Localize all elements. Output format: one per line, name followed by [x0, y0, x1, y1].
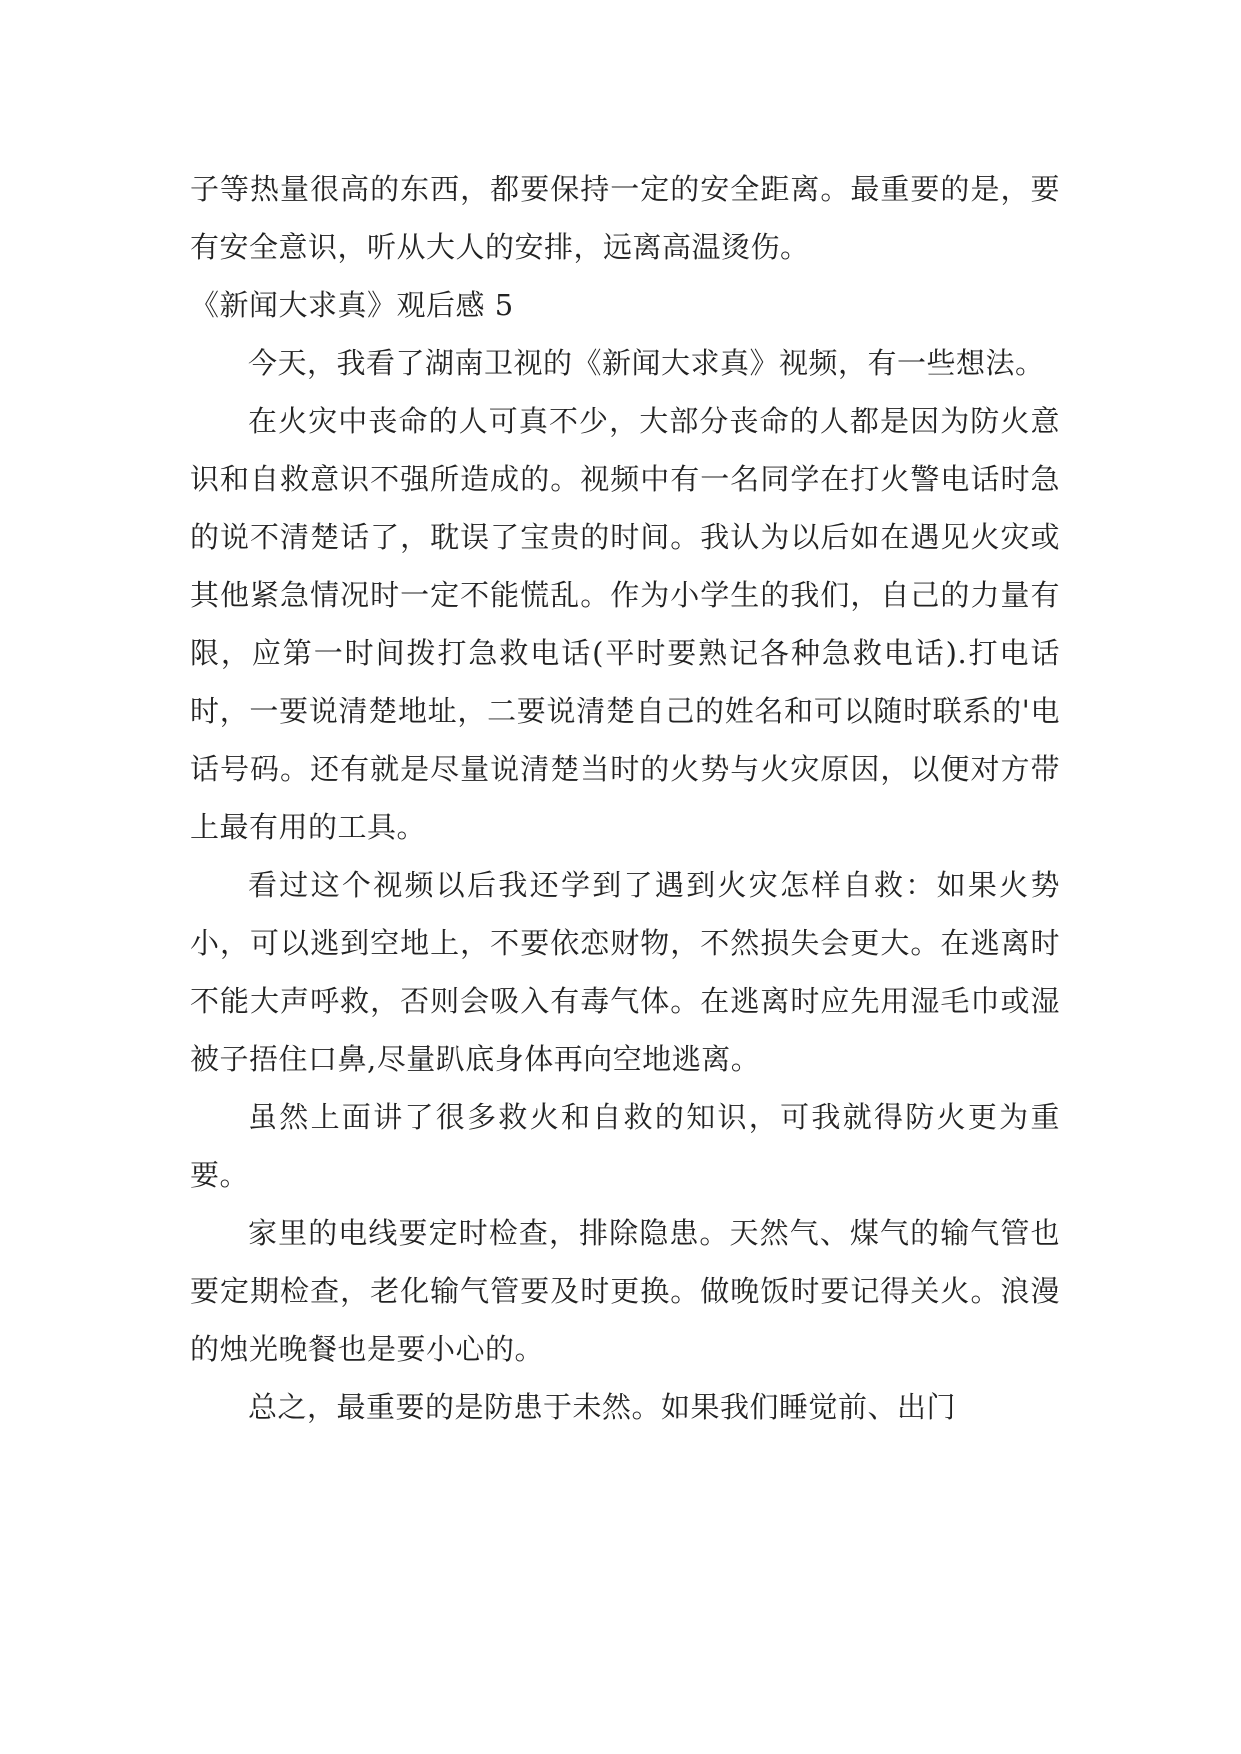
- lead-paragraph: 子等热量很高的东西，都要保持一定的安全距离。最重要的是，要有安全意识，听从大人的安排，远离高温烫伤。: [190, 172, 1060, 264]
- document-page: [190, 160, 1060, 1436]
- section-title: 《新闻大求真》观后感 5: [190, 288, 514, 322]
- paragraph-5: 家里的电线要定时检查，排除隐患。天然气、煤气的输气管也要定期检查，老化输气管要及时更换。做晚饭时要记得关火。浪漫的烛光晚餐也是要小心的。: [190, 1216, 1060, 1366]
- paragraph-4: 虽然上面讲了很多救火和自救的知识，可我就得防火更为重要。: [190, 1100, 1060, 1192]
- paragraph-2: 在火灾中丧命的人可真不少，大部分丧命的人都是因为防火意识和自救意识不强所造成的。视频中有一名同学在打火警电话时急的说不清楚话了，耽误了宝贵的时间。我认为以后如在遇见火灾或其他紧急情况时一定不能慌乱。作为小学生的我们，自己的力量有限，应第一时间拨打急救电话(平时要熟记各种急救电话).打电话时，一要说清楚地址，二要说清楚自己的姓名和可以随时联系的'电话号码。还有就是尽量说清楚当时的火势与火灾原因，以便对方带上最有用的工具。: [190, 404, 1060, 844]
- paragraph-1: 今天，我看了湖南卫视的《新闻大求真》视频，有一些想法。: [248, 346, 1045, 380]
- paragraph-6: 总之，最重要的是防患于未然。如果我们睡觉前、出门: [248, 1390, 957, 1424]
- paragraph-3: 看过这个视频以后我还学到了遇到火灾怎样自救：如果火势小，可以逃到空地上，不要依恋财物，不然损失会更大。在逃离时不能大声呼救，否则会吸入有毒气体。在逃离时应先用湿毛巾或湿被子捂住口鼻,尽量趴底身体再向空地逃离。: [190, 868, 1060, 1076]
